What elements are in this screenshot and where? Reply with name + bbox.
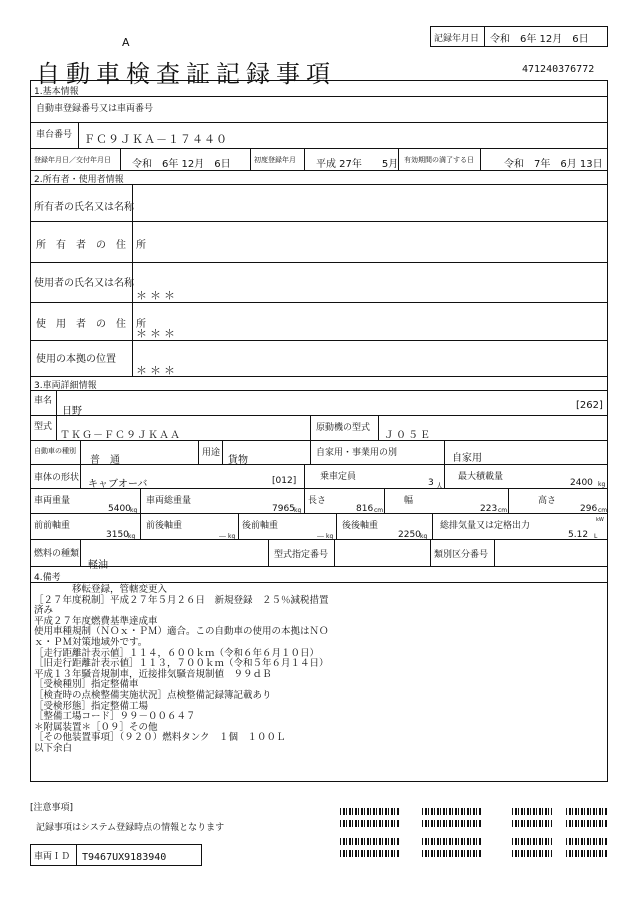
first-reg-label: 初度登録年月 (254, 156, 296, 164)
use-value: 貨物 (228, 455, 248, 466)
gross-weight-label: 車両総重量 (146, 496, 192, 506)
remarks-line: 以下余白 (34, 742, 73, 754)
width-value: 223 (480, 504, 498, 514)
weight-label: 車両重量 (34, 496, 71, 506)
maker-code: [262] (576, 400, 603, 411)
remarks-line: 平成１３年騒音規制車，近接排気騒音規制値 ９９ｄＢ (34, 668, 272, 680)
rr-axle-label: 後後軸重 (342, 521, 379, 531)
expiry-label: 有効期間の満了する日 (404, 156, 474, 164)
capacity-unit: 人 (436, 482, 443, 490)
length-unit: cm (374, 507, 384, 514)
height-unit: cm (598, 507, 608, 514)
record-date-value: 令和 6年 12月 6日 (490, 34, 589, 45)
chassis-value: ＦＣ９ＪＫＡ－１７４４０ (84, 133, 228, 146)
remarks-line: ［整備工場コード］９９－００６４７ (34, 711, 196, 723)
maker-value: 日野 (62, 406, 82, 417)
rr-axle-unit: kg (420, 533, 428, 540)
max-load-unit: kg (598, 481, 606, 488)
page-title: 自動車検査証記録事項 (36, 60, 336, 88)
user-address-label: 使 用 者 の 住 所 (36, 319, 146, 330)
displacement-unit-kw: kW (596, 517, 604, 523)
rr-axle-value: 2250 (398, 530, 421, 540)
gross-weight-value: 7965 (272, 504, 295, 514)
fuel-value: 軽油 (88, 560, 108, 571)
vehicle-id-label: 車両ＩＤ (34, 852, 71, 862)
length-value: 816 (356, 504, 374, 514)
displacement-unit-l: L (594, 533, 598, 540)
ff-axle-label: 前前軸重 (34, 521, 71, 531)
fr-axle-unit: kg (228, 533, 236, 540)
remarks-line: ［受検形態］指定整備工場 (34, 700, 149, 712)
remarks-line: ［その他装置事項］（９２０）燃料タンク １個 １００Ｌ (34, 732, 286, 744)
user-name-value: ＊＊＊ (136, 289, 178, 302)
displacement-value: 5.12 (568, 530, 589, 540)
maker-label: 車名 (34, 396, 53, 406)
engine-value: Ｊ０５Ｅ (384, 430, 432, 441)
remarks-block (34, 585, 329, 755)
rf-axle-unit: kg (326, 533, 334, 540)
rf-axle-label: 後前軸重 (242, 521, 279, 531)
base-location-label: 使用の本拠の位置 (36, 354, 116, 365)
expiry-value: 令和 7年 6月 13日 (504, 159, 603, 170)
base-location-value: ＊＊＊ (136, 364, 178, 377)
fr-axle-value: － (218, 533, 228, 543)
notes-text: 記録事項はシステム登録時点の情報となります (36, 823, 225, 833)
mark-a: A (122, 36, 130, 49)
record-date-label: 記録年月日 (434, 34, 480, 44)
remarks-line: ［走行距離計表示値］１１４，６００ｋｍ（令和６年６月１０日） (34, 647, 320, 659)
fuel-label: 燃料の種類 (34, 549, 80, 559)
owner-name-label: 所有者の氏名又は名称 (34, 202, 134, 213)
reg-date-value: 令和 6年 12月 6日 (132, 159, 231, 170)
capacity-value: 3 (428, 478, 434, 488)
body-shape-value: キャブオーバ (88, 479, 148, 490)
vehicle-id-value: T9467UX9183940 (82, 852, 167, 863)
use-label: 用途 (202, 448, 221, 458)
remarks-line: ［旧走行距離計表示値］１１３，７００ｋｍ（令和５年６月１４日） (34, 658, 329, 670)
remarks-line: ［検査時の点検整備実施状況］点検整備記録簿記載あり (34, 689, 272, 701)
vehicle-type-label: 自動車の種別 (34, 447, 76, 455)
class-label: 類別区分番号 (434, 550, 489, 560)
chassis-label: 車台番号 (36, 130, 73, 140)
user-address-value: ＊＊＊ (136, 327, 178, 340)
section1-heading: 1.基本情報 (34, 87, 79, 97)
height-value: 296 (580, 504, 598, 514)
qr-code-icon (340, 808, 608, 856)
first-reg-value: 平成 27年 5月 (316, 159, 399, 170)
engine-label: 原動機の型式 (316, 423, 371, 433)
weight-value: 5400 (108, 504, 131, 514)
remarks-line: 済み (34, 605, 54, 617)
business-value: 自家用 (452, 453, 482, 464)
body-shape-code: [012] (272, 476, 297, 486)
remarks-line: 平成２７年度燃費基準達成車 (34, 615, 158, 627)
notes-heading: [注意事項] (30, 803, 74, 813)
reg-number-label: 自動車登録番号又は車両番号 (36, 104, 154, 114)
width-unit: cm (498, 507, 508, 514)
section3-heading: 3.車両詳細情報 (34, 381, 97, 391)
height-label: 高さ (538, 496, 557, 506)
fr-axle-label: 前後軸重 (146, 521, 183, 531)
remarks-line: ｘ・ＰＭ対策地域外です。 (34, 636, 148, 648)
remarks-line: 移転登録，管轄変更入 (34, 584, 168, 595)
body-shape-label: 車体の形状 (34, 473, 80, 483)
vehicle-type-value: 普 通 (90, 455, 120, 466)
ff-axle-value: 3150 (106, 530, 129, 540)
remarks-line: ［２７年度税制］平成２７年５月２６日 新規登録 ２５％減税措置 (34, 594, 329, 606)
rf-axle-value: － (316, 533, 326, 543)
owner-address-label: 所 有 者 の 住 所 (36, 240, 146, 251)
model-label: 型式 (34, 422, 53, 432)
ff-axle-unit: kg (128, 533, 136, 540)
gross-weight-unit: kg (294, 507, 302, 514)
length-label: 長さ (308, 496, 327, 506)
user-name-label: 使用者の氏名又は名称 (34, 278, 134, 289)
remarks-line: ［受検種別］指定整備車 (34, 679, 139, 691)
width-label: 幅 (404, 496, 414, 506)
weight-unit: kg (130, 507, 138, 514)
displacement-label: 総排気量又は定格出力 (440, 521, 531, 531)
business-label: 自家用・事業用の別 (316, 448, 398, 458)
remarks-line: 使用車種規制（ＮＯｘ・ＰＭ）適合。この自動車の使用の本拠はＮＯ (34, 626, 329, 638)
capacity-label: 乗車定員 (320, 472, 357, 482)
model-value: ＴＫＧ－ＦＣ９ＪＫＡＡ (60, 430, 181, 441)
remarks-line: ＊附属装置＊［０９］その他 (34, 721, 158, 733)
reg-date-label: 登録年月日／交付年月日 (34, 156, 111, 164)
document-number: 471240376772 (522, 64, 595, 75)
designation-label: 型式指定番号 (274, 550, 329, 560)
section2-heading: 2.所有者・使用者情報 (34, 175, 124, 185)
max-load-label: 最大積載量 (458, 472, 504, 482)
max-load-value: 2400 (570, 478, 593, 488)
section4-heading: 4.備考 (34, 573, 61, 583)
